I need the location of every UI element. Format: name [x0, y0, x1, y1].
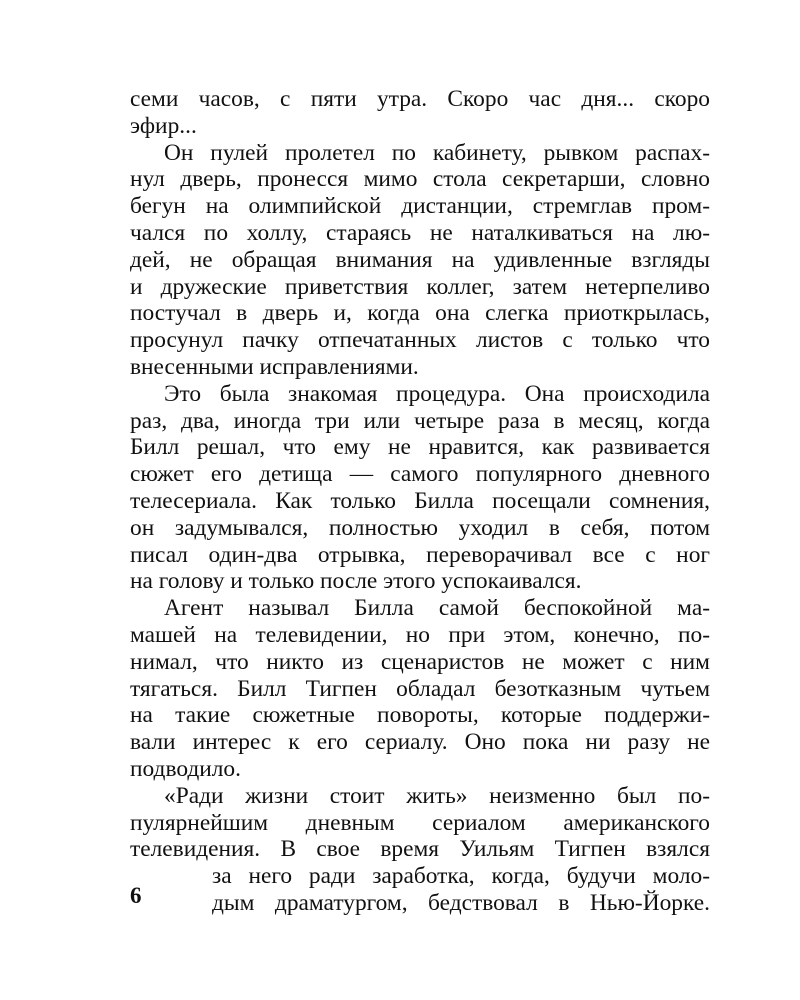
text-line: он задумывался, полностью уходил в себя, потом [130, 514, 710, 541]
text-line: машей на телевидении, но при этом, конечно, по- [130, 621, 710, 648]
text-line: за него ради заработка, когда, будучи моло- [212, 863, 710, 890]
text-line: вали интерес к его сериалу. Оно пока ни разу не [130, 729, 710, 756]
text-line: и дружеские приветствия коллег, затем нетерпеливо [130, 273, 710, 300]
text-line: пулярнейшим дневным сериалом американского [130, 809, 710, 836]
text-line: «Ради жизни стоит жить» неизменно был по- [164, 782, 710, 809]
text-line: подводило. [130, 755, 241, 782]
text-line: телевидения. В свое время Уильям Тигпен взялся [130, 836, 710, 863]
text-line: на голову и только после этого успокаивался. [130, 568, 582, 595]
book-page-text [130, 86, 710, 917]
text-line: нул дверь, пронесся мимо стола секретарши, словно [130, 166, 710, 193]
text-line: семи часов, с пяти утра. Скоро час дня... скоро [130, 86, 710, 112]
text-line: Билл решал, что ему не нравится, как развивается [130, 434, 710, 461]
text-line: Это была знакомая процедура. Она происходила [164, 380, 710, 407]
text-line: тягаться. Билл Тигпен обладал безотказным чутьем [130, 675, 710, 702]
text-line: эфир... [130, 112, 197, 139]
text-line: просунул пачку отпечатанных листов с только что [130, 327, 710, 354]
text-line: сюжет его детища — самого популярного дневного [130, 461, 710, 488]
text-line: внесенными исправлениями. [130, 353, 419, 380]
text-line: дей, не обращая внимания на удивленные взгляды [130, 246, 710, 273]
text-line: Он пулей пролетел по кабинету, рывком распах- [164, 139, 710, 166]
text-line: нимал, что никто из сценаристов не может с ним [130, 648, 710, 675]
page-number: 6 [130, 883, 142, 908]
text-line: бегун на олимпийской дистанции, стремглав пром- [130, 193, 710, 220]
text-line: писал один-два отрывка, переворачивал все с ног [130, 541, 710, 568]
text-line: раз, два, иногда три или четыре раза в месяц, когда [130, 407, 710, 434]
text-line: на такие сюжетные повороты, которые поддержи- [130, 702, 710, 729]
text-line: телесериала. Как только Билла посещали сомнения, [130, 487, 710, 514]
text-line: чался по холлу, стараясь не наталкиваться на лю- [130, 219, 710, 246]
text-line: постучал в дверь и, когда она слегка приоткрылась, [130, 300, 710, 327]
text-line: Агент называл Билла самой беспокойной ма- [164, 595, 710, 622]
text-line: дым драматургом, бедствовал в Нью-Йорке. [212, 889, 710, 916]
